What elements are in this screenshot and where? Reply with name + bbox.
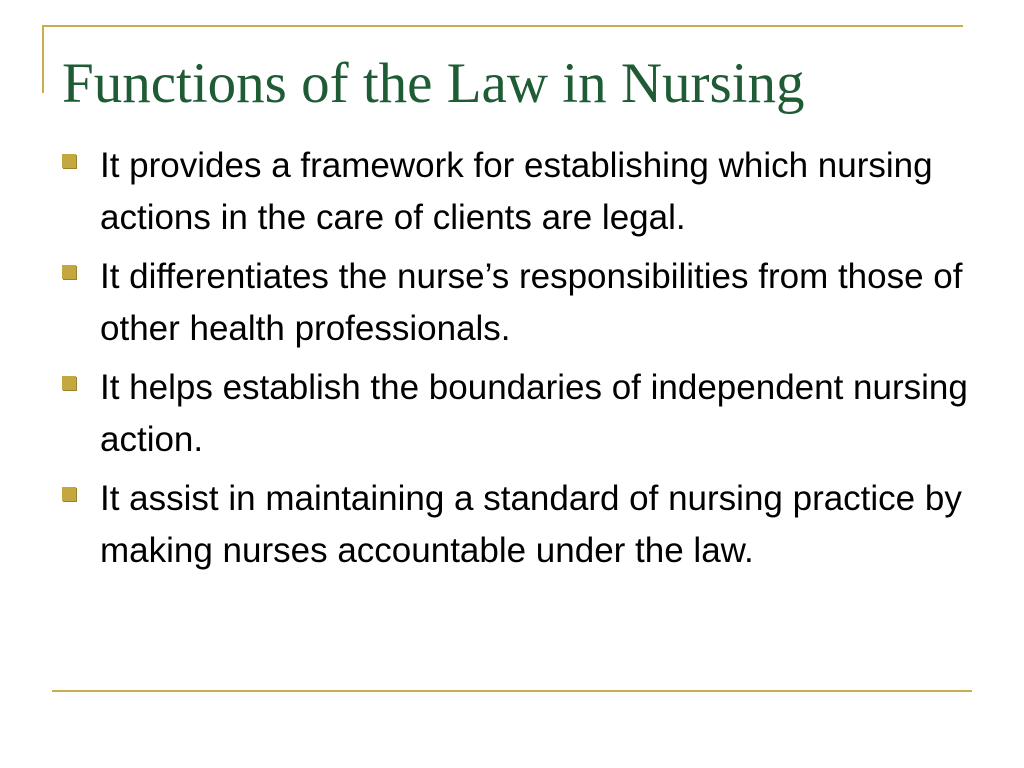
- frame-bottom-rule: [52, 690, 972, 692]
- bullet-item: [62, 251, 972, 355]
- bullet-text: It differentiates the nurse’s responsibilities from those of other health professionals.: [100, 257, 963, 348]
- frame-top-rule: [42, 25, 963, 27]
- slide-title: Functions of the Law in Nursing: [62, 52, 805, 115]
- bullet-text: It assist in maintaining a standard of nursing practice by making nurses accountable under the law.: [100, 479, 962, 570]
- bullet-item: [62, 473, 972, 577]
- square-bullet-icon: [62, 487, 76, 501]
- square-bullet-icon: [62, 154, 76, 168]
- bullet-text: It provides a framework for establishing which nursing actions in the care of clients are legal.: [100, 146, 933, 237]
- square-bullet-icon: [62, 376, 76, 390]
- frame-left-rule: [42, 25, 44, 93]
- bullet-list: [62, 140, 972, 584]
- bullet-text: It helps establish the boundaries of independent nursing action.: [100, 368, 968, 459]
- bullet-item: [62, 362, 972, 466]
- square-bullet-icon: [62, 265, 76, 279]
- bullet-item: [62, 140, 972, 244]
